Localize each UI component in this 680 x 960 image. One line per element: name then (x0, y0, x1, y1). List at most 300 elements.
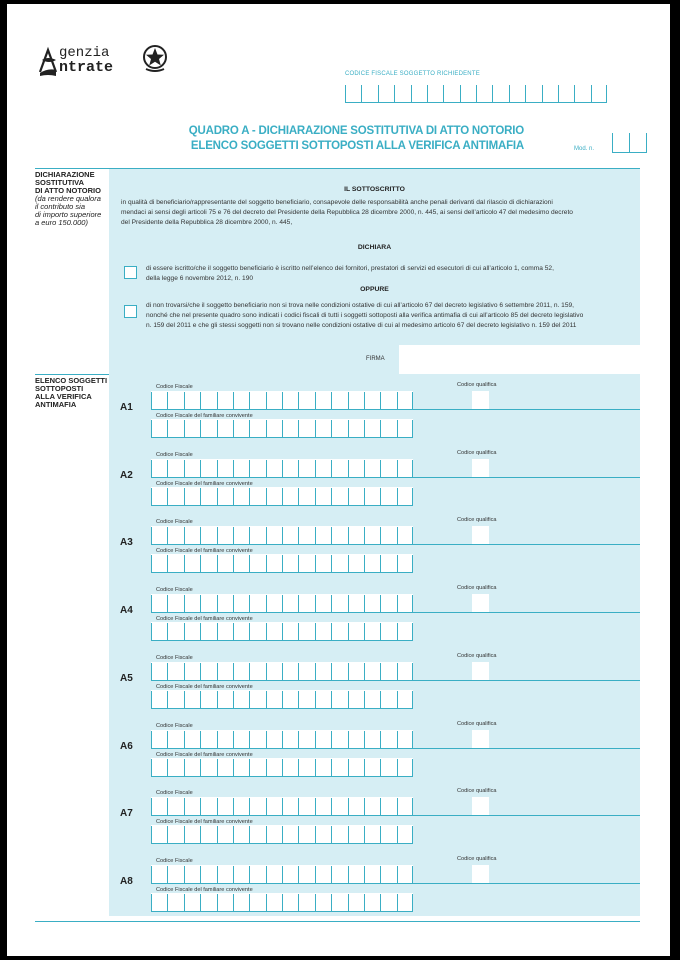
cf-familiare-field[interactable] (151, 554, 413, 573)
row-rule (151, 815, 640, 816)
box-divider (364, 392, 365, 409)
box-divider (167, 731, 168, 748)
box-divider (200, 488, 201, 505)
box-divider (200, 691, 201, 708)
box-divider (233, 595, 234, 612)
box-divider (151, 866, 152, 883)
box-divider (151, 555, 152, 572)
box-divider (200, 527, 201, 544)
box-divider (412, 555, 413, 572)
box-divider (364, 527, 365, 544)
box-divider (266, 894, 267, 911)
box-divider (380, 392, 381, 409)
box-divider (249, 527, 250, 544)
box-divider (200, 894, 201, 911)
box-divider (412, 595, 413, 612)
box-divider (282, 555, 283, 572)
box-divider (151, 731, 152, 748)
box-divider (249, 555, 250, 572)
box-divider (525, 85, 526, 102)
box-divider (348, 595, 349, 612)
box-divider (412, 759, 413, 776)
box-divider (315, 759, 316, 776)
box-divider (184, 555, 185, 572)
box-divider (151, 420, 152, 437)
box-divider (217, 420, 218, 437)
cf-familiare-field[interactable] (151, 758, 413, 777)
box-divider (200, 392, 201, 409)
box-divider (348, 623, 349, 640)
box-divider (331, 595, 332, 612)
soggetto-row (109, 509, 640, 577)
box-divider (380, 894, 381, 911)
codice-fiscale-field[interactable] (151, 797, 413, 816)
codice-qualifica-field[interactable] (472, 391, 489, 409)
box-divider (233, 460, 234, 477)
qualifica-label: Codice qualifica (457, 585, 497, 592)
box-divider (397, 527, 398, 544)
box-divider (233, 623, 234, 640)
box-divider (298, 826, 299, 843)
box-divider (167, 866, 168, 883)
box-divider (151, 623, 152, 640)
box-divider (298, 392, 299, 409)
box-divider (412, 623, 413, 640)
box-divider (315, 798, 316, 815)
box-divider (331, 460, 332, 477)
box-divider (184, 731, 185, 748)
cf-label: Codice Fiscale (156, 857, 193, 864)
box-divider (233, 691, 234, 708)
cf-label: Codice Fiscale (156, 722, 193, 729)
box-divider (167, 691, 168, 708)
box-divider (315, 691, 316, 708)
option-iscritto-checkbox[interactable] (124, 266, 137, 279)
box-divider (266, 488, 267, 505)
box-divider (331, 691, 332, 708)
box-divider (298, 759, 299, 776)
box-divider (298, 894, 299, 911)
box-divider (348, 826, 349, 843)
box-divider (380, 623, 381, 640)
box-divider (380, 866, 381, 883)
box-divider (397, 595, 398, 612)
box-divider (364, 798, 365, 815)
box-divider (217, 759, 218, 776)
box-divider (200, 623, 201, 640)
cf-label: Codice Fiscale (156, 384, 193, 390)
box-divider (298, 798, 299, 815)
row-rule (151, 748, 640, 749)
box-divider (266, 623, 267, 640)
box-divider (217, 392, 218, 409)
box-divider (315, 460, 316, 477)
box-divider (364, 555, 365, 572)
box-divider (298, 623, 299, 640)
box-divider (364, 460, 365, 477)
box-divider (200, 731, 201, 748)
box-divider (167, 555, 168, 572)
familiare-label: Codice Fiscale del familiare convivente (156, 616, 253, 623)
box-divider (184, 460, 185, 477)
cf-familiare-field[interactable] (151, 487, 413, 506)
box-divider (233, 894, 234, 911)
box-divider (217, 894, 218, 911)
box-divider (233, 420, 234, 437)
box-divider (200, 555, 201, 572)
box-divider (412, 527, 413, 544)
box-divider (364, 623, 365, 640)
box-divider (151, 826, 152, 843)
box-divider (331, 894, 332, 911)
familiare-label: Codice Fiscale del familiare convivente (156, 886, 253, 893)
codice-qualifica-field[interactable] (472, 526, 489, 544)
box-divider (397, 420, 398, 437)
box-divider (412, 731, 413, 748)
cf-familiare-field[interactable] (151, 893, 413, 912)
row-code: A5 (120, 672, 133, 684)
box-divider (348, 894, 349, 911)
box-divider (151, 691, 152, 708)
cf-richiedente-field[interactable] (345, 84, 607, 103)
box-divider (200, 663, 201, 680)
box-divider (266, 663, 267, 680)
box-divider (331, 826, 332, 843)
box-divider (184, 894, 185, 911)
box-divider (200, 460, 201, 477)
box-divider (331, 866, 332, 883)
box-divider (167, 527, 168, 544)
box-divider (184, 663, 185, 680)
codice-qualifica-field[interactable] (472, 865, 489, 883)
box-divider (217, 663, 218, 680)
box-divider (282, 460, 283, 477)
box-divider (315, 527, 316, 544)
soggetto-row (109, 713, 640, 781)
row-rule (151, 883, 640, 884)
cf-richiedente-label: CODICE FISCALE SOGGETTO RICHIEDENTE (345, 71, 480, 77)
box-divider (345, 85, 346, 102)
row-code: A4 (120, 605, 133, 617)
box-divider (331, 392, 332, 409)
option-non-ostative-checkbox[interactable] (124, 305, 137, 318)
box-divider (200, 759, 201, 776)
box-divider (249, 460, 250, 477)
box-divider (574, 85, 575, 102)
box-divider (397, 731, 398, 748)
box-divider (217, 488, 218, 505)
box-divider (397, 663, 398, 680)
box-divider (217, 527, 218, 544)
box-divider (397, 866, 398, 883)
box-divider (315, 894, 316, 911)
box-divider (233, 488, 234, 505)
familiare-label: Codice Fiscale del familiare convivente (156, 413, 253, 419)
list-side-label: ELENCO SOGGETTI SOTTOPOSTI ALLA VERIFICA ANTIMAFIA (35, 376, 108, 409)
box-divider (217, 460, 218, 477)
box-divider (412, 460, 413, 477)
box-divider (184, 759, 185, 776)
box-divider (348, 555, 349, 572)
box-divider (348, 488, 349, 505)
title-line-2: ELENCO SOGGETTI SOTTOPOSTI ALLA VERIFICA ANTIMAFIA (190, 140, 524, 152)
box-divider (348, 460, 349, 477)
box-divider (397, 691, 398, 708)
box-divider (348, 392, 349, 409)
cf-label: Codice Fiscale (156, 790, 193, 797)
logo-mark-icon (37, 46, 59, 78)
row-code: A7 (120, 808, 133, 820)
box-divider (217, 555, 218, 572)
qualifica-label: Codice qualifica (457, 720, 497, 727)
box-divider (331, 731, 332, 748)
cf-familiare-field[interactable] (151, 622, 413, 641)
box-divider (249, 894, 250, 911)
familiare-label: Codice Fiscale del familiare convivente (156, 480, 253, 487)
box-divider (298, 527, 299, 544)
box-divider (397, 460, 398, 477)
box-divider (411, 85, 412, 102)
box-divider (167, 894, 168, 911)
box-divider (282, 527, 283, 544)
box-divider (266, 731, 267, 748)
row-code: A8 (120, 875, 133, 887)
box-divider (184, 866, 185, 883)
box-divider (233, 826, 234, 843)
box-divider (331, 759, 332, 776)
box-divider (266, 555, 267, 572)
box-divider (380, 731, 381, 748)
box-divider (315, 420, 316, 437)
box-divider (412, 392, 413, 409)
box-divider (412, 798, 413, 815)
box-divider (412, 894, 413, 911)
box-divider (233, 866, 234, 883)
box-divider (558, 85, 559, 102)
box-divider (315, 731, 316, 748)
box-divider (364, 866, 365, 883)
box-divider (282, 420, 283, 437)
box-divider (348, 527, 349, 544)
box-divider (151, 392, 152, 409)
qualifica-label: Codice qualifica (457, 855, 497, 862)
firma-label: FIRMA (366, 356, 385, 362)
box-divider (167, 826, 168, 843)
box-divider (315, 623, 316, 640)
box-divider (167, 420, 168, 437)
cf-familiare-field[interactable] (151, 825, 413, 844)
box-divider (184, 691, 185, 708)
mod-number-field[interactable] (612, 132, 647, 153)
familiare-label: Codice Fiscale del familiare convivente (156, 751, 253, 758)
box-divider (200, 420, 201, 437)
codice-fiscale-field[interactable] (151, 594, 413, 613)
cf-familiare-field[interactable] (151, 419, 413, 438)
box-divider (412, 866, 413, 883)
box-divider (282, 759, 283, 776)
box-divider (282, 798, 283, 815)
box-divider (315, 826, 316, 843)
cf-label: Codice Fiscale (156, 519, 193, 526)
box-divider (217, 595, 218, 612)
codice-fiscale-field[interactable] (151, 459, 413, 478)
mod-number-label: Mod. n. (574, 146, 595, 152)
box-divider (282, 826, 283, 843)
row-rule (151, 477, 640, 478)
decl-side-label: DICHIARAZIONE SOSTITUTIVA DI ATTO NOTORIO (da rendere qualora il contributo sia di importo superiore a euro 150.000) (35, 170, 102, 227)
box-divider (167, 759, 168, 776)
box-divider (348, 691, 349, 708)
soggetto-row (109, 848, 640, 916)
box-divider (167, 460, 168, 477)
box-divider (151, 798, 152, 815)
heading-oppure: OPPURE (360, 286, 389, 293)
box-divider (200, 595, 201, 612)
box-divider (200, 866, 201, 883)
box-divider (298, 663, 299, 680)
codice-qualifica-field[interactable] (472, 797, 489, 815)
box-divider (315, 866, 316, 883)
box-divider (348, 759, 349, 776)
soggetto-row (109, 577, 640, 645)
box-divider (364, 691, 365, 708)
soggetto-row (109, 442, 640, 510)
box-divider (266, 527, 267, 544)
box-divider (184, 595, 185, 612)
box-divider (509, 85, 510, 102)
box-divider (282, 623, 283, 640)
box-divider (266, 759, 267, 776)
box-divider (233, 663, 234, 680)
box-divider (282, 731, 283, 748)
box-divider (397, 798, 398, 815)
box-divider (217, 691, 218, 708)
box-divider (233, 555, 234, 572)
box-divider (492, 85, 493, 102)
box-divider (606, 85, 607, 102)
box-divider (249, 663, 250, 680)
firma-field[interactable] (399, 345, 642, 374)
codice-fiscale-field[interactable] (151, 730, 413, 749)
box-divider (380, 488, 381, 505)
box-divider (427, 85, 428, 102)
box-divider (282, 595, 283, 612)
box-divider (217, 623, 218, 640)
codice-fiscale-field[interactable] (151, 865, 413, 884)
box-divider (167, 595, 168, 612)
codice-qualifica-field[interactable] (472, 594, 489, 612)
box-divider (151, 460, 152, 477)
box-divider (364, 759, 365, 776)
box-divider (167, 798, 168, 815)
box-divider (542, 85, 543, 102)
box-divider (282, 866, 283, 883)
box-divider (249, 420, 250, 437)
cf-label: Codice Fiscale (156, 654, 193, 661)
box-divider (184, 392, 185, 409)
box-divider (364, 488, 365, 505)
box-divider (348, 663, 349, 680)
codice-fiscale-field[interactable] (151, 391, 413, 410)
cf-familiare-field[interactable] (151, 690, 413, 709)
cf-label: Codice Fiscale (156, 451, 193, 458)
box-divider (266, 595, 267, 612)
row-rule (151, 544, 640, 545)
soggetti-list (109, 374, 640, 921)
box-divider (460, 85, 461, 102)
codice-qualifica-field[interactable] (472, 662, 489, 680)
box-divider (249, 798, 250, 815)
box-divider (282, 663, 283, 680)
row-code: A2 (120, 469, 133, 481)
codice-qualifica-field[interactable] (472, 730, 489, 748)
box-divider (315, 663, 316, 680)
box-divider (233, 392, 234, 409)
box-divider (331, 798, 332, 815)
box-divider (249, 691, 250, 708)
box-divider (151, 759, 152, 776)
box-divider (348, 731, 349, 748)
logo-text-agenzia: genzia (59, 45, 110, 61)
agenzia-entrate-logo (37, 42, 177, 92)
box-divider (397, 894, 398, 911)
box-divider (249, 826, 250, 843)
box-divider (151, 595, 152, 612)
row-rule (151, 612, 640, 613)
box-divider (298, 866, 299, 883)
logo-text-entrate: ntrate (59, 59, 114, 76)
box-divider (315, 392, 316, 409)
box-divider (217, 731, 218, 748)
box-divider (476, 85, 477, 102)
box-divider (298, 555, 299, 572)
codice-fiscale-field[interactable] (151, 526, 413, 545)
box-divider (380, 798, 381, 815)
box-divider (184, 826, 185, 843)
box-divider (315, 488, 316, 505)
box-divider (266, 392, 267, 409)
box-divider (412, 691, 413, 708)
heading-dichiara: DICHIARA (357, 244, 392, 251)
box-divider (412, 420, 413, 437)
box-divider (167, 392, 168, 409)
box-divider (249, 392, 250, 409)
row-rule (151, 409, 640, 410)
box-divider (412, 488, 413, 505)
box-divider (397, 826, 398, 843)
soggetto-row (109, 645, 640, 713)
box-divider (217, 798, 218, 815)
title-line-1: QUADRO A - DICHIARAZIONE SOSTITUTIVA DI ATTO NOTORIO (188, 125, 524, 137)
row-code: A6 (120, 740, 133, 752)
codice-fiscale-field[interactable] (151, 662, 413, 681)
box-divider (331, 488, 332, 505)
box-divider (397, 555, 398, 572)
box-divider (167, 623, 168, 640)
box-divider (364, 595, 365, 612)
box-divider (378, 85, 379, 102)
codice-qualifica-field[interactable] (472, 459, 489, 477)
box-divider (380, 420, 381, 437)
box-divider (249, 623, 250, 640)
row-rule (151, 680, 640, 681)
box-divider (348, 798, 349, 815)
qualifica-label: Codice qualifica (457, 517, 497, 524)
box-divider (331, 527, 332, 544)
box-divider (249, 488, 250, 505)
qualifica-label: Codice qualifica (457, 788, 497, 795)
box-divider (249, 595, 250, 612)
